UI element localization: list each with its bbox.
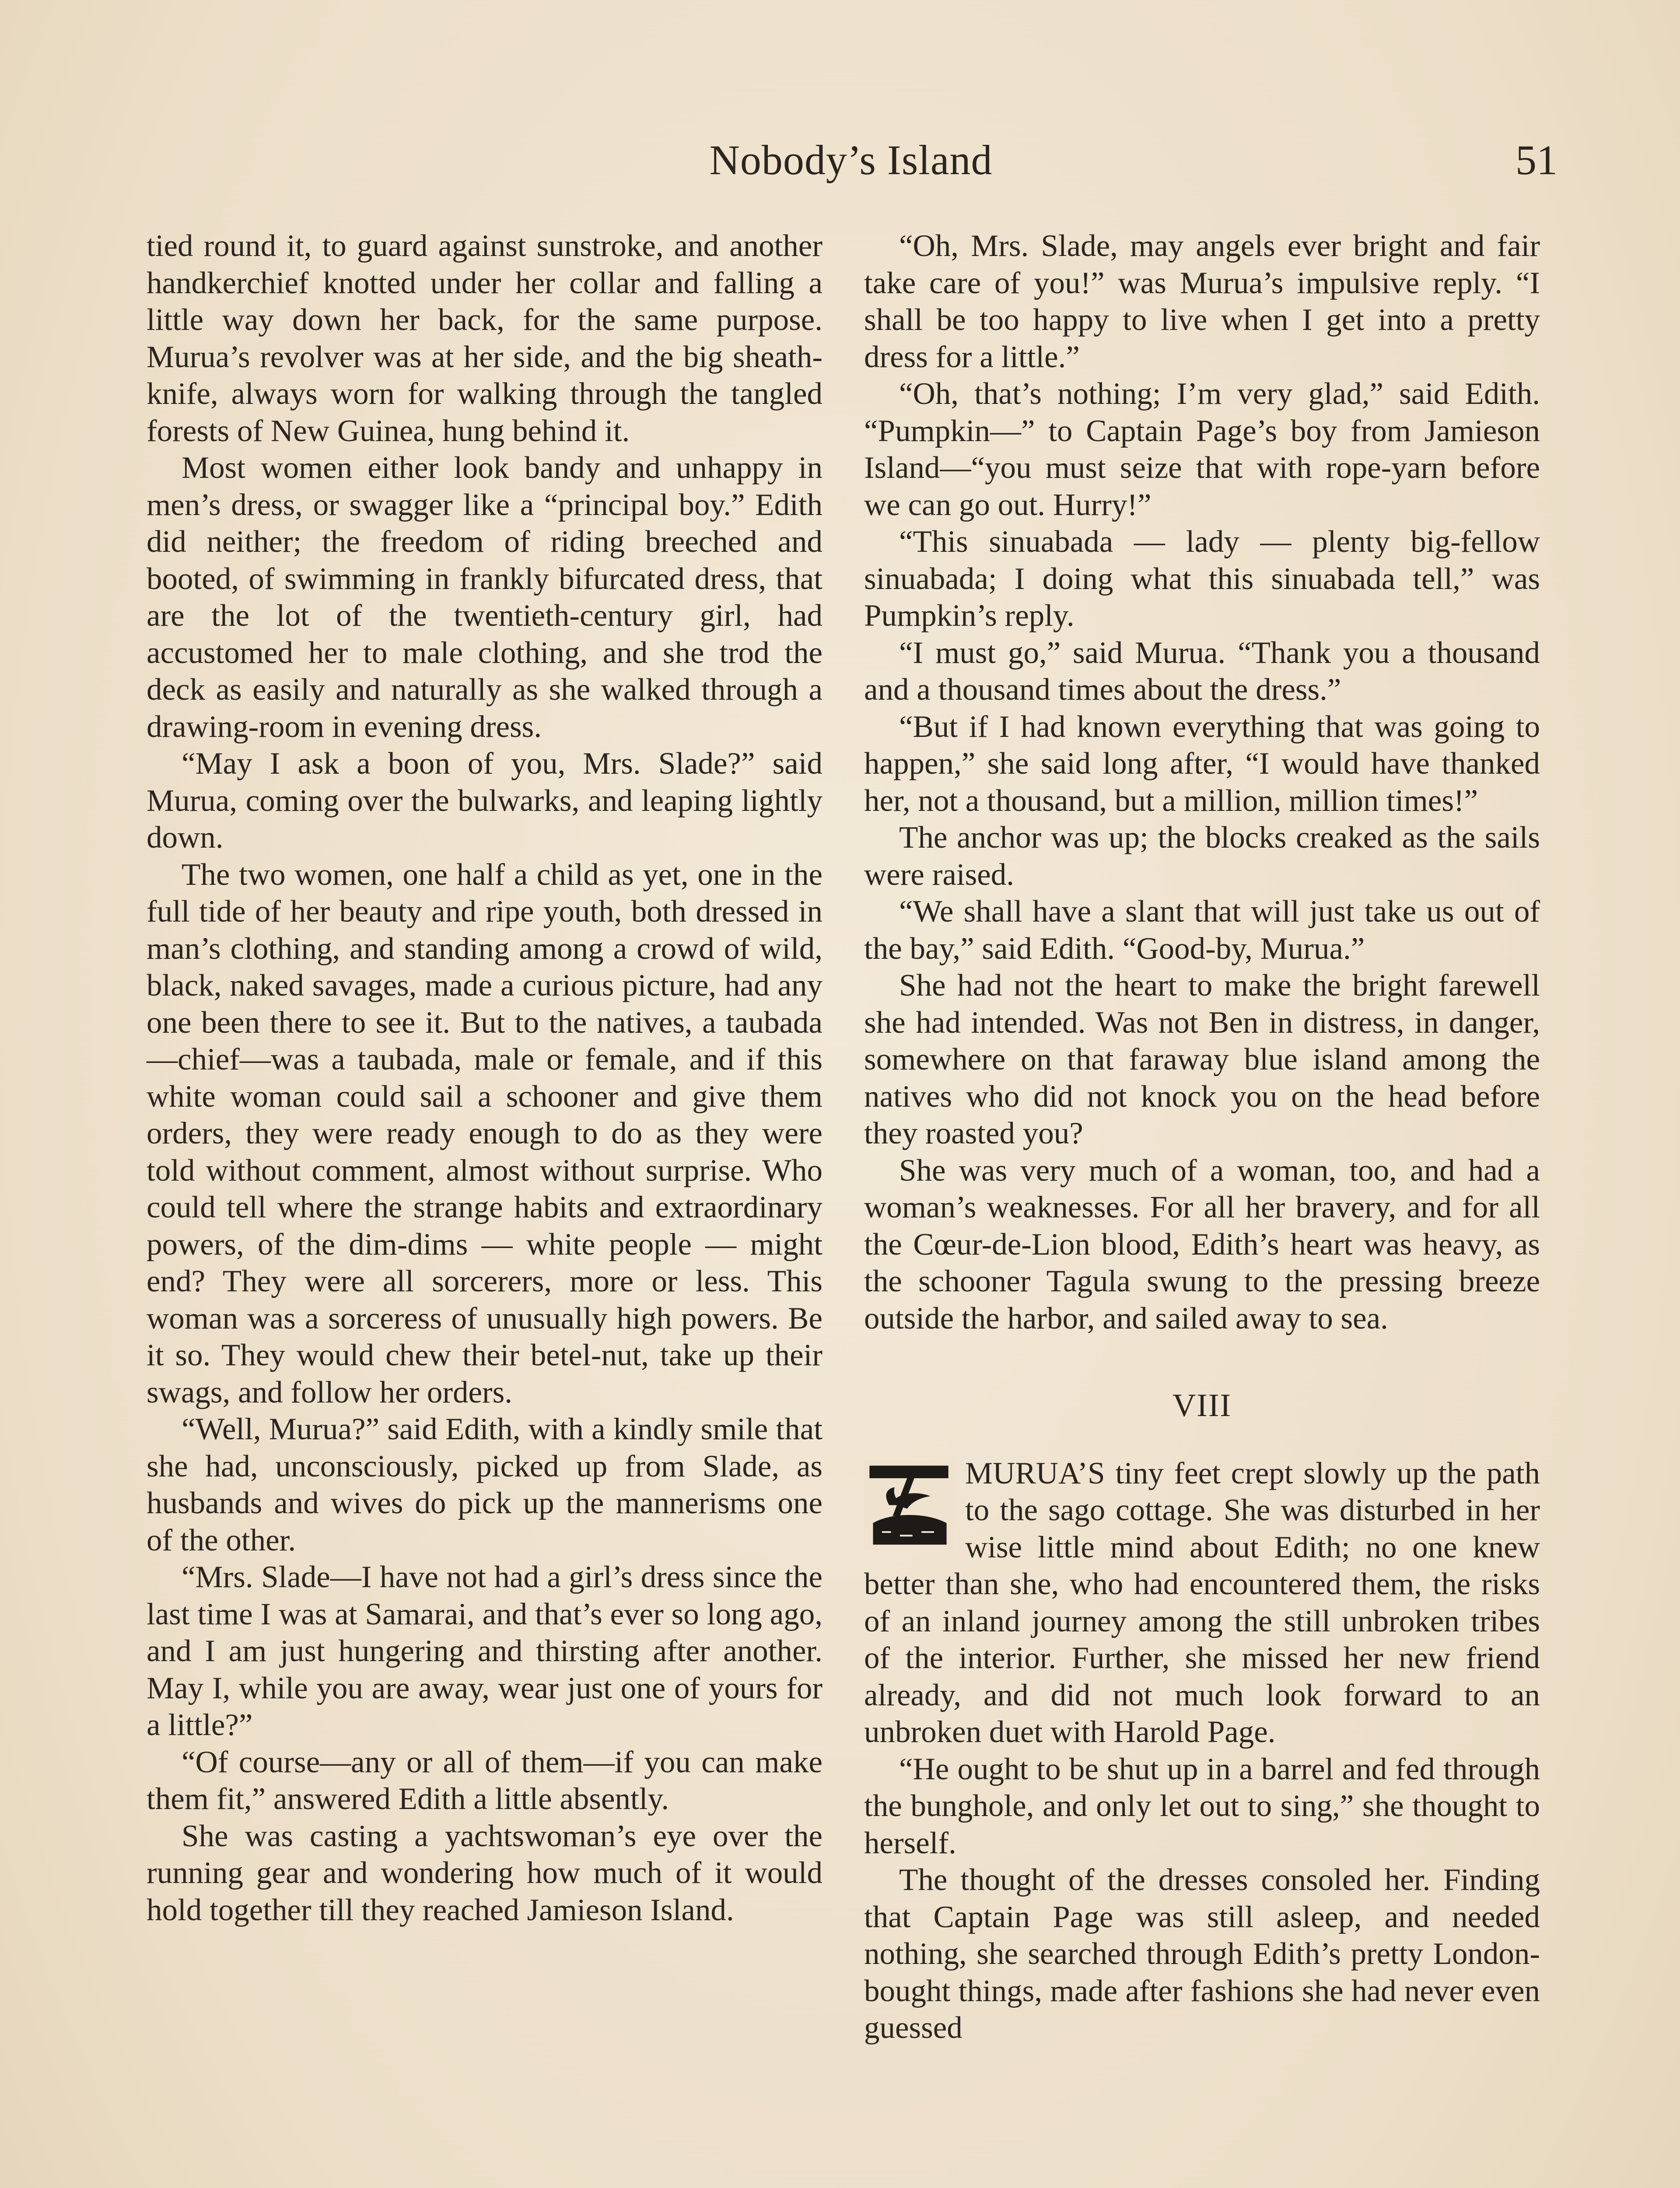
paragraph: “Mrs. Slade—I have not had a girl’s dress since the last time I was at Samarai, and that’s ever so long ago, and I am just hungering and thirsting after another. May I, while you are away, wear just one of yours for a little?” xyxy=(147,1560,822,1742)
paragraph: “But if I had known everything that was going to happen,” she said long after, “I would have thanked her, not a thousand, but a million, million times!” xyxy=(864,709,1540,818)
page-number: 51 xyxy=(1516,137,1558,183)
section-opening xyxy=(864,1455,1540,1751)
paragraph: “Oh, that’s nothing; I’m very glad,” said Edith. “Pumpkin—” to Captain Page’s boy from Jamieson Island—“you must seize that with rope-yarn before we can go out. Hurry!” xyxy=(864,377,1540,522)
paragraph: “Well, Murua?” said Edith, with a kindly smile that she had, unconsciously, picked up from Slade, as husbands and wives do pick up the mannerisms one of the other. xyxy=(147,1412,822,1557)
chapter-heading: VIII xyxy=(1172,1388,1232,1424)
paragraph: She was casting a yachtswoman’s eye over the running gear and wondering how much of it would hold together till they reached Jamieson Island. xyxy=(147,1819,822,1927)
paragraph: The two women, one half a child as yet, one in the full tide of her beauty and ripe youth, both dressed in man’s clothing, and standing among a crowd of wild, black, naked savages, made a curious picture, had any one been there to see it. But to the natives, a taubada—chief—was a taubada, male or female, and if this white woman could sail a schooner and give them orders, they were ready enough to do as they were told without comment, almost without surprise. Who could tell where the strange habits and extraordinary powers, of the dim-dims — white people — might end? They were all sorcerers, more or less. This woman was a sorceress of unusually high powers. Be it so. They would chew their betel-nut, take up their swags, and follow her orders. xyxy=(147,857,822,1410)
paragraph: “Of course—any or all of them—if you can make them fit,” answered Edith a little absently. xyxy=(147,1745,822,1816)
left-column xyxy=(147,228,822,2188)
paragraph: “May I ask a boon of you, Mrs. Slade?” said Murua, coming over the bulwarks, and leaping lightly down. xyxy=(147,747,822,855)
paragraph: MURUA’S tiny feet crept slowly up the path to the sago cottage. She was disturbed in her wise little mind about Edith; no one knew better than she, who had encountered them, the risks of an inland journey among the still unbroken tribes of the interior. Further, she missed her new friend already, and did not much look forward to an unbroken duet with Harold Page. xyxy=(864,1456,1540,1749)
paragraph: She had not the heart to make the bright farewell she had intended. Was not Ben in distress, in danger, somewhere on that faraway blue island among the natives who did not knock you on the head before they roasted you? xyxy=(864,968,1540,1150)
paragraph: The anchor was up; the blocks creaked as the sails were raised. xyxy=(864,820,1540,892)
paragraph: “This sinuabada — lady — plenty big-fellow sinuabada; I doing what this sinuabada tell,” was Pumpkin’s reply. xyxy=(864,525,1540,633)
paragraph: tied round it, to guard against sunstroke, and another handkerchief knotted under her collar and falling a little way down her back, for the same purpose. Murua’s revolver was at her side, and the big sheath-knife, always worn for walking through the tangled forests of New Guinea, hung behind it. xyxy=(147,229,822,448)
paragraph: Most women either look bandy and unhappy in men’s dress, or swagger like a “principal boy.” Edith did neither; the freedom of riding breeched and booted, of swimming in frankly bifurcated dress, that are the lot of the twentieth-century girl, had accustomed her to male clothing, and she trod the deck as easily and naturally as she walked through a drawing-room in evening dress. xyxy=(147,451,822,744)
paragraph: The thought of the dresses consoled her. Finding that Captain Page was still asleep, and needed nothing, she searched through Edith’s pretty London-bought things, made after fashions she had never even guessed xyxy=(864,1863,1540,2045)
paragraph: “I must go,” said Murua. “Thank you a thousand and a thousand times about the dress.” xyxy=(864,635,1540,707)
running-title: Nobody’s Island xyxy=(709,137,993,183)
paragraph: “Oh, Mrs. Slade, may angels ever bright and fair take care of you!” was Murua’s impulsive reply. “I shall be too happy to live when I get into a pretty dress for a little.” xyxy=(864,229,1540,374)
right-column xyxy=(864,228,1540,2188)
running-header xyxy=(144,131,1558,184)
palm-island-dropcap-icon xyxy=(864,1460,954,1550)
paragraph: “He ought to be shut up in a barrel and fed through the bunghole, and only let out to sing,” she thought to herself. xyxy=(864,1752,1540,1860)
paragraph: She was very much of a woman, too, and had a woman’s weaknesses. For all her bravery, and for all the Cœur-de-Lion blood, Edith’s heart was heavy, as the schooner Tagula swung to the pressing breeze outside the harbor, and sailed away to sea. xyxy=(864,1153,1540,1336)
paragraph: “We shall have a slant that will just take us out of the bay,” said Edith. “Good-by, Murua.” xyxy=(864,894,1540,966)
